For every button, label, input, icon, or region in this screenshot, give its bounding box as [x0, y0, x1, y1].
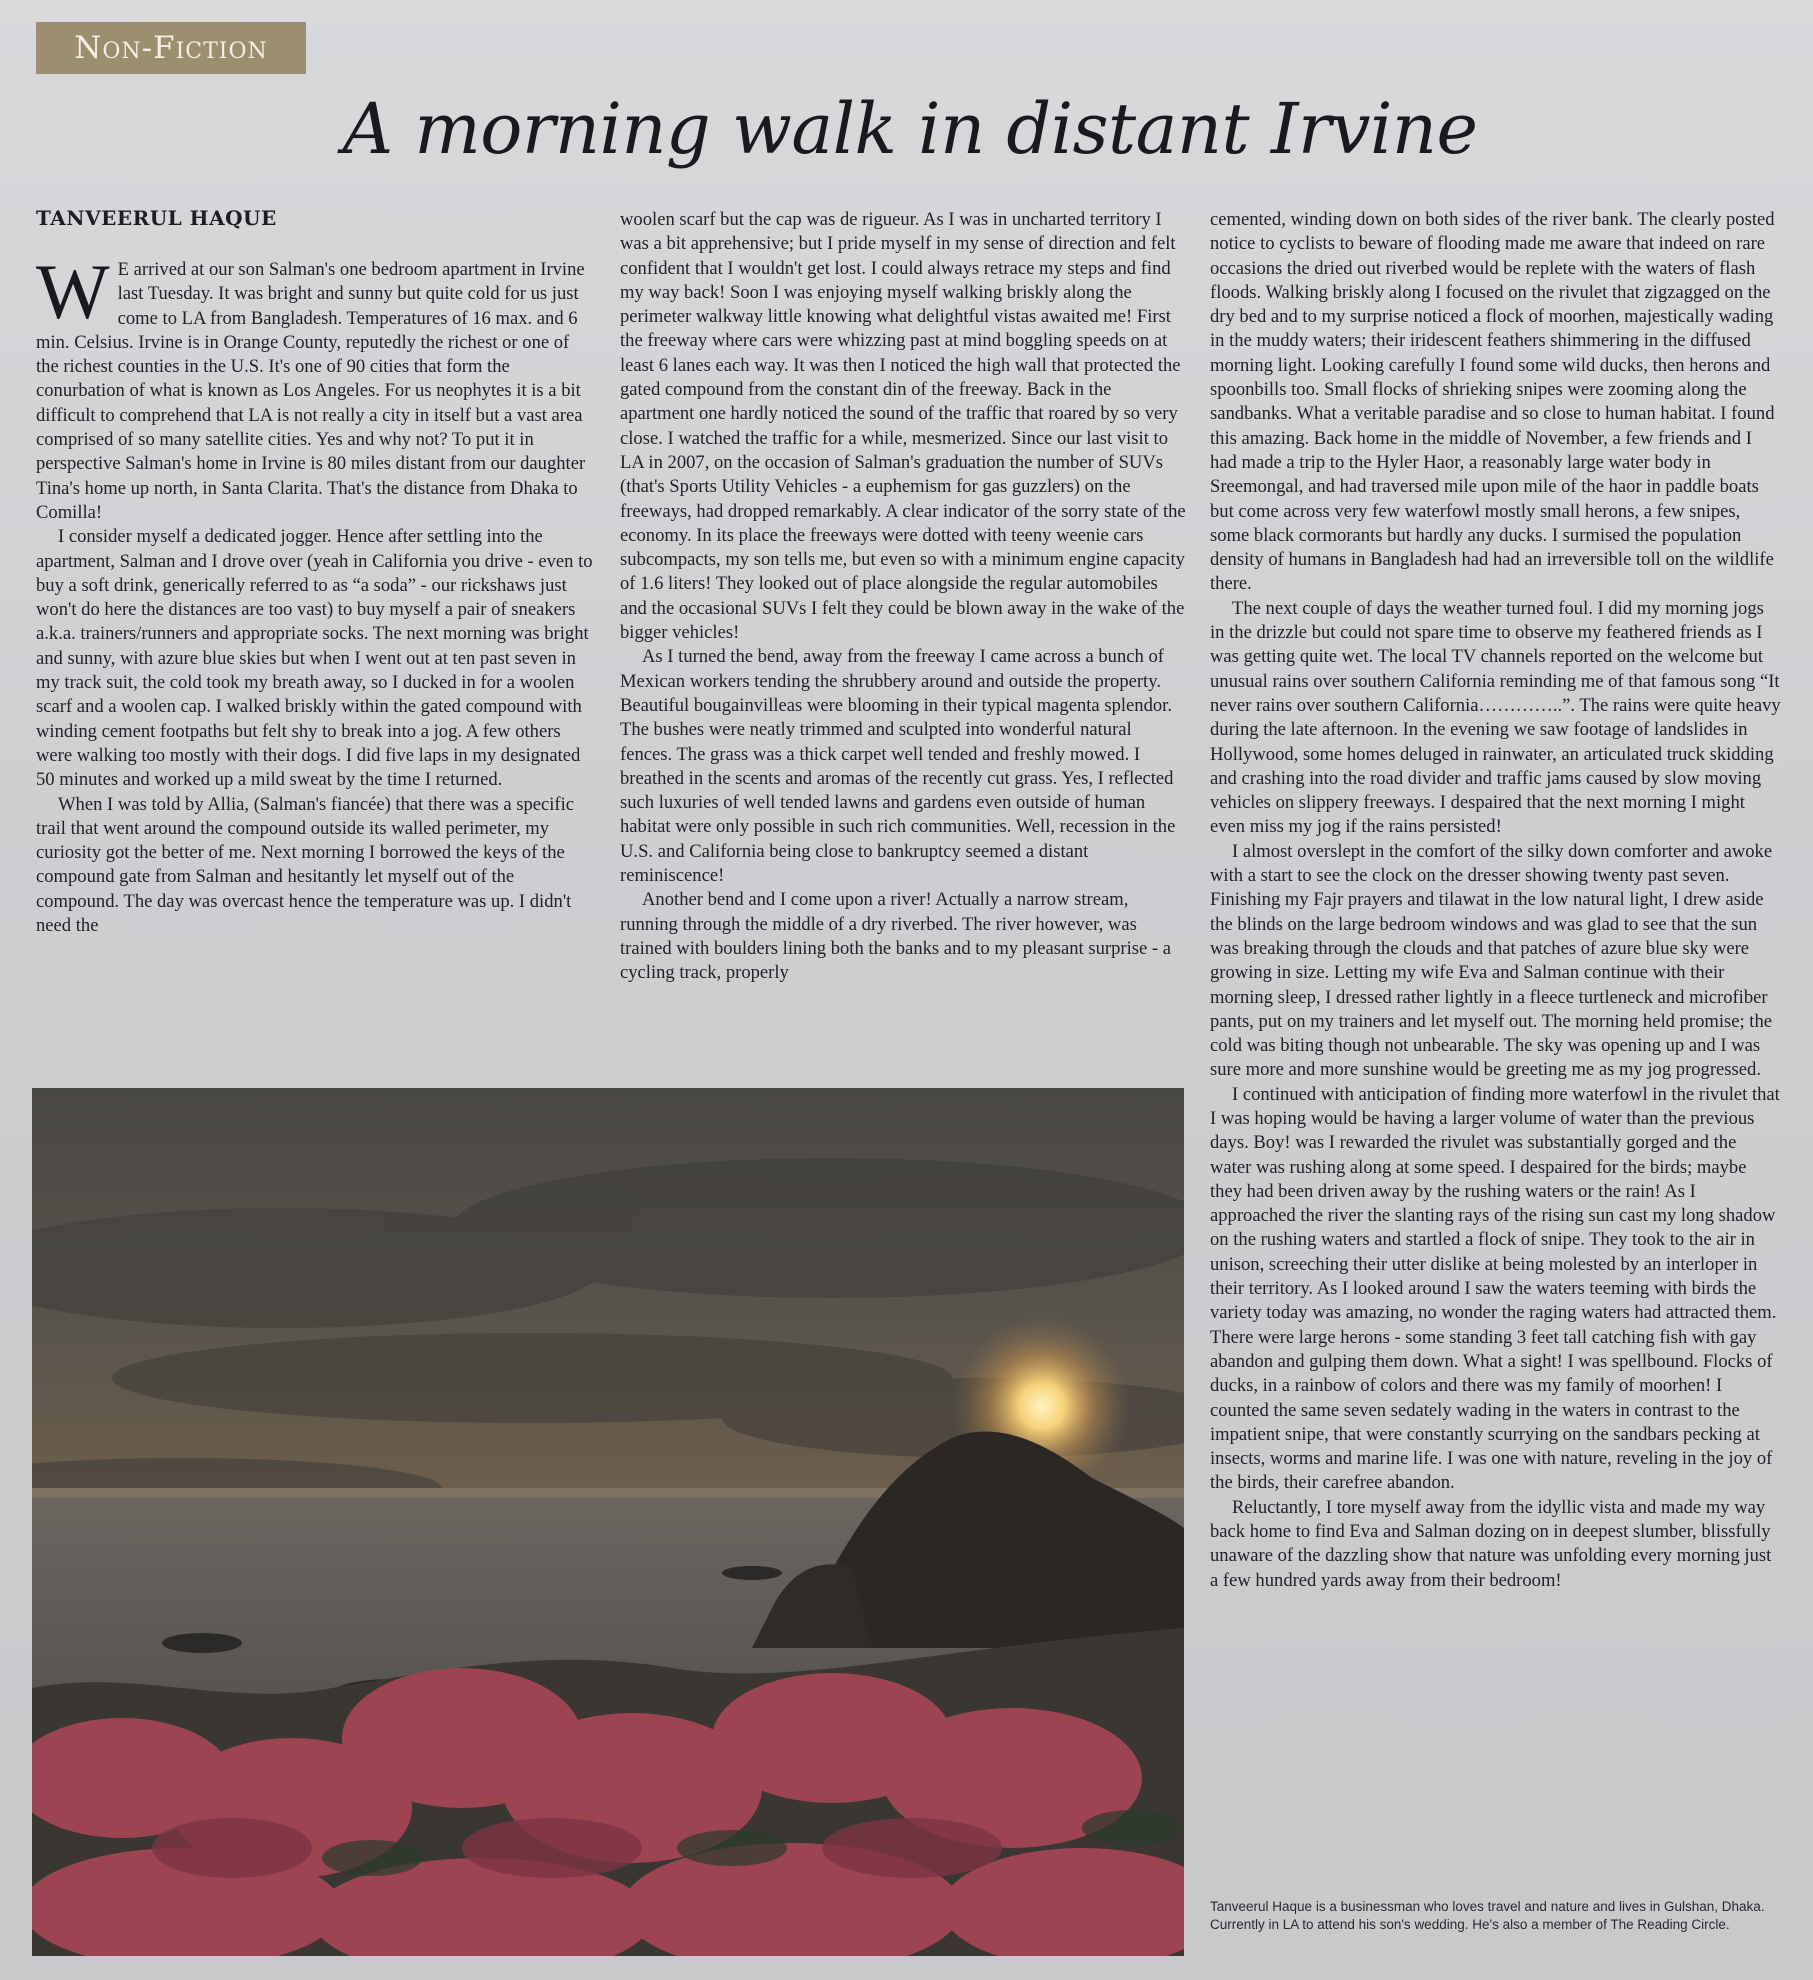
article-column-2	[620, 208, 1186, 986]
paragraph: The next couple of days the weather turned foul. I did my morning jogs in the drizzle but could not spare time to observe my feathered friends as I was getting quite wet. The local TV channels reported on the welcome but unusual rains over southern California reminding me of that famous song “It never rains over southern California…………..”. The rains were quite heavy during the late afternoon. In the evening we saw footage of landslides in Hollywood, some homes deluged in rainwater, an articulated truck skidding and crashing into the road divider and traffic jams caused by slow moving vehicles on slippery freeways. I despaired that the next morning I might even miss my jog if the rains persisted!	[1210, 597, 1781, 838]
paragraph-text: E arrived at our son Salman's one bedroom apartment in Irvine last Tuesday. It was bright and sunny but quite cold for us just come to LA from Bangladesh. Temperatures of 16 max. and 6 min. Celsius. Irvine is in Orange County, reputedly the richest or one of the richest counties in the U.S. It's one of 90 cities that form the conurbation of what is known as Los Angeles. For us neophytes it is a bit difficult to comprehend that LA is not really a city in itself but a vast area comprised of so many satellite cities. Yes and why not? To put it in perspective Salman's home in Irvine is 80 miles distant from our daughter Tina's home up north, in Santa Clarita. That's the distance from Dhaka to Comilla!	[36, 259, 586, 523]
paragraph: As I turned the bend, away from the freeway I came across a bunch of Mexican workers tending the shrubbery around and outside the property. Beautiful bougainvilleas were blooming in their typical magenta splendor. The bushes were neatly trimmed and sculpted into wonderful natural fences. The grass was a thick carpet well tended and freshly mowed. I breathed in the scents and aromas of the recently cut grass. Yes, I reflected such luxuries of well tended lawns and gardens even outside of human habitat were only possible in such rich communities. Well, recession in the U.S. and California being close to bankruptcy seemed a distant reminiscence!	[620, 646, 1176, 887]
paragraph: I consider myself a dedicated jogger. Hence after settling into the apartment, Salman and I drove over (yeah in California you drive - even to buy a soft drink, generically referred to as “a soda” - our rickshaws just won't do here the distances are too vast) to buy myself a pair of sneakers a.k.a. trainers/runners and appropriate socks. The next morning was bright and sunny, with azure blue skies but when I went out at ten past seven in my track suit, the cold took my breath away, so I ducked in for a woolen scarf and a woolen cap. I walked briskly within the gated compound with winding cement footpaths but felt shy to break into a jog. A few others were walking too mostly with their dogs. I did five laps in my designated 50 minutes and worked up a mild sweat by the time I returned.	[36, 526, 593, 791]
paragraph: I continued with anticipation of finding more waterfowl in the rivulet that I was hoping would be having a larger volume of water than the previous days. Boy! was I rewarded the rivulet was substantially gorged and the water was rushing along at some speed. I despaired for the birds; maybe they had been driven away by the rushing waters or the rain! As I approached the river the slanting rays of the rising sun cast my long shadow on the rushing waters and startled a flock of snipe. They took to the air in unison, screeching their utter dislike at being molested by an interloper in their territory. As I looked around I saw the waters teeming with birds the variety today was amazing, no wonder the raging waters had attracted them. There were large herons - some standing 3 feet tall catching fish with gay abandon and gulping them down. What a sight! I was spellbound. Flocks of ducks, in a rainbow of colors and there was my family of moorhen! I counted the same seven sedately wading in the waters in contrast to the impatient snipe, that were constantly scurrying on the sandbars pecking at insects, worms and marine life. I was one with nature, reveling in the joy of the birds, their carefree abandon.	[1210, 1083, 1780, 1494]
flower-shadows	[152, 1818, 1002, 1878]
byline: TANVEERUL HAQUE	[36, 206, 277, 230]
article-column-1	[36, 248, 596, 938]
paragraph: When I was told by Allia, (Salman's fiancée) that there was a specific trail that went around the compound outside its walled perimeter, my curiosity got the better of me. Next morning I borrowed the keys of the compound gate from Salman and hesitantly let myself out of the compound. The day was overcast hence the temperature was up. I didn't need the	[36, 793, 575, 937]
paragraph: Another bend and I come upon a river! Actually a narrow stream, running through the middle of a dry riverbed. The river however, was trained with boulders lining both the banks and to my pleasant surprise - a cycling track, properly	[620, 889, 1171, 984]
sunset-coast-illustration	[32, 1088, 1184, 1956]
drop-cap: W	[36, 248, 110, 335]
section-label: Non-Fiction	[36, 22, 306, 74]
sunset-photo	[32, 1088, 1184, 1956]
paragraph: woolen scarf but the cap was de rigueur. As I was in uncharted territory I was a bit apprehensive; but I pride myself in my sense of direction and felt confident that I wouldn't get lost. I could always retrace my steps and find my way back! Soon I was enjoying myself walking briskly along the perimeter walkway little knowing what delightful vistas awaited me! First the freeway where cars were whizzing past at mind boggling speeds on at least 6 lanes each way. It was then I noticed the high wall that protected the gated compound from the constant din of the freeway. Back in the apartment one hardly noticed the sound of the traffic that roared by so very close. I watched the traffic for a while, mesmerized. Since our last visit to LA in 2007, on the occasion of Salman's graduation the number of SUVs (that's Sports Utility Vehicles - a euphemism for gas guzzlers) on the freeways, had dropped remarkably. A clear indicator of the sorry state of the economy. In its place the freeways were dotted with teeny weenie cars subcompacts, my son tells me, but even so with a minimum engine capacity of 1.6 liters! They looked out of place alongside the regular automobiles and the occasional SUVs I felt they could be blown away in the wake of the bigger vehicles!	[620, 209, 1186, 644]
paragraph: Reluctantly, I tore myself away from the idyllic vista and made my way back home to find Eva and Salman dozing on in deepest slumber, blissfully unaware of the dazzling show that nature was unfolding every morning just a few hundred yards away from their bedroom!	[1210, 1496, 1772, 1591]
article-column-3	[1210, 208, 1782, 1593]
author-bio-caption: Tanveerul Haque is a businessman who loves travel and nature and lives in Gulshan, Dhaka. Currently in LA to attend his son's wedding. He's also a member of The Reading Circle.	[1210, 1899, 1765, 1932]
paragraph: cemented, winding down on both sides of the river bank. The clearly posted notice to cyclists to beware of flooding made me aware that indeed on rare occasions the dried out riverbed would be replete with the waters of flash floods. Walking briskly along I focused on the rivulet that zigzagged on the dry bed and to my surprise noticed a flock of moorhen, majestically wading in the muddy waters; their iridescent feathers shimmering in the diffused morning light. Looking carefully I found some wild ducks, then herons and spoonbills too. Small flocks of shrieking snipes were zooming along the sandbanks. What a veritable paradise and so close to human habitat. I found this amazing. Back home in the middle of November, a few friends and I had made a trip to the Hyler Haor, a reasonably large water body in Sreemongal, and had traversed mile upon mile of the haor in paddle boats but come across very few waterfowl mostly small herons, a few snipes, some black cormorants but hardly any ducks. I surmised the population density of humans in Bangladesh had had an irreversible toll on the wildlife there.	[1210, 209, 1775, 595]
headline: A morning walk in distant Irvine	[342, 88, 1478, 170]
paragraph	[36, 248, 596, 525]
paragraph: I almost overslept in the comfort of the silky down comforter and awoke with a start to see the clock on the dresser showing twenty past seven. Finishing my Fajr prayers and tilawat in the low natural light, I drew aside the blinds on the large bedroom windows and was glad to see that the sun was breaking through the clouds and that patches of azure blue sky were growing in size. Letting my wife Eva and Salman continue with their morning sleep, I dressed rather lightly in a fleece turtleneck and microfiber pants, put on my trainers and let myself out. The morning held promise; the cold was biting though not unbearable. The sky was opening up and I was sure more and more sunshine would be greeting me as my jog progressed.	[1210, 840, 1773, 1081]
